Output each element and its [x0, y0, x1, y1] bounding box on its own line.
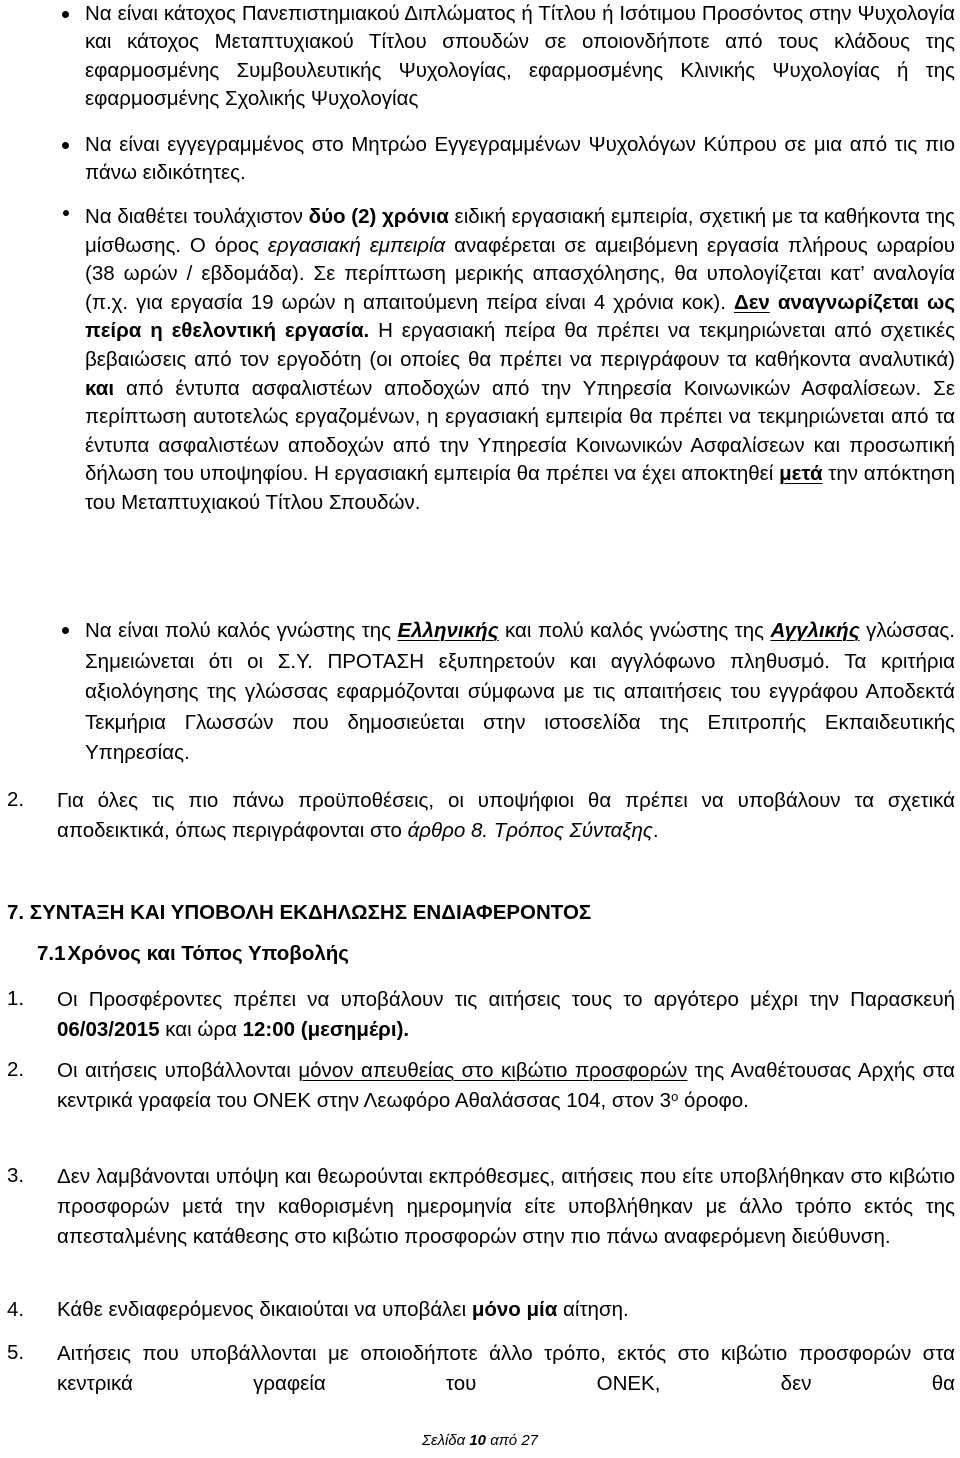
bullet-dot — [63, 210, 69, 216]
text-run: Αιτήσεις που υποβάλλονται με οποιοδήποτε άλλο τρόπο, εκτός στο κιβώτιο προσφορών στα κεντρικά γραφεία του ΟΝΕΚ, δεν θα — [57, 1342, 955, 1395]
bold-run: δύο (2) χρόνια — [308, 205, 449, 228]
text-run: και πολύ καλός γνώστης της — [498, 619, 771, 642]
list-number: 4. — [7, 1298, 25, 1321]
text-run: Να διαθέτει τουλάχιστον — [85, 205, 309, 228]
footer-page-number: 10 — [469, 1432, 487, 1449]
italic-run: εργασιακή εμπειρία — [267, 233, 446, 257]
bold-run: 12:00 (μεσημέρι). — [242, 1017, 410, 1041]
text-run: Να είναι πολύ καλός γνώστης της — [85, 619, 398, 642]
bullet-dot — [62, 142, 69, 149]
bold-run: μόνο μία — [471, 1298, 558, 1321]
bold-run: 06/03/2015 — [57, 1017, 160, 1041]
bullet-text: Να είναι κάτοχος Πανεπιστημιακού Διπλώματος ή Τίτλου ή Ισότιμου Προσόντος στην Ψυχολογία και κάτοχος Μεταπτυχιακού Τίτλου σπουδών σε οποιονδήποτε από τους κλάδους της εφαρμοσμένης Συμβουλευτικής Ψυχολογίας, εφαρμοσμένης Κλινικής Ψυχολογίας ή της εφαρμοσμένης Σχολικής Ψυχολογίας — [85, 2, 955, 111]
list-number: 5. — [7, 1341, 25, 1364]
list-number: 2. — [7, 1058, 25, 1081]
section-heading: 7. ΣΥΝΤΑΞΗ ΚΑΙ ΥΠΟΒΟΛΗ ΕΚΔΗΛΩΣΗΣ ΕΝΔΙΑΦΕΡΟΝΤΟΣ — [7, 901, 592, 924]
list-number: 3. — [7, 1164, 25, 1187]
list-item-late-submissions — [57, 1162, 955, 1252]
underlined-run: μόνον απευθείας στο κιβώτιο προσφορών — [298, 1059, 688, 1082]
subsection-number: 7.1 — [37, 942, 66, 965]
text-run: Η εργασιακή πείρα θα πρέπει να τεκμηριώνεται από σχετικές βεβαιώσεις από τον εργοδότη (οι οποίες θα πρέπει να περιγράφουν τα καθήκοντα αναλυτικά) — [85, 319, 956, 371]
list-item-other-methods — [57, 1339, 955, 1399]
text-run: Οι Προσφέροντες πρέπει να υποβάλουν τις αιτήσεις τους το αργότερο μέχρι την Παρασκευή — [57, 988, 955, 1011]
bullet-item-registry — [85, 131, 955, 188]
text-run: γλώσσας. Σημειώνεται ότι οι Σ.Υ. ΠΡΟΤΑΣΗ εξυπηρετούν και αγγλόφωνο πληθυσμό. Τα κριτήρια αξιολόγησης της γλώσσας εφαρμόζονται σύμφωνα με τις απαιτήσεις του εγγράφου Αποδεκτά Τεκμήρια Γλωσσών που δημοσιεύεται στην ιστοσελίδα της Επιτροπής Εκπαιδευτικής Υπηρεσίας. — [85, 619, 955, 764]
footer-prefix: Σελίδα — [421, 1432, 470, 1449]
text-run: αίτηση. — [557, 1298, 629, 1321]
footer-total-pages: 27 — [521, 1432, 538, 1449]
bullet-item-degree — [85, 0, 955, 114]
page-footer — [0, 1432, 960, 1450]
bold-italic-underlined-run: Ελληνικής — [397, 619, 499, 642]
text-run: . — [652, 819, 659, 842]
bullet-item-experience — [85, 203, 955, 518]
bullet-text: Να είναι εγγεγραμμένος στο Μητρώο Εγγεγραμμένων Ψυχολόγων Κύπρου σε μια από τις πιο πάνω ειδικότητες. — [85, 133, 955, 185]
text-run: της Αναθέτουσας Αρχής στα κεντρικά γραφεία του ΟΝΕΚ στην Λεωφόρο Αθαλάσσας 104, στον 3 — [57, 1059, 955, 1112]
subsection-title: Χρόνος και Τόπος Υποβολής — [67, 942, 349, 965]
bold-run: και — [85, 376, 115, 400]
text-run: Οι αιτήσεις υποβάλλονται — [57, 1059, 299, 1082]
footer-middle: από — [486, 1432, 522, 1449]
text-run: και ώρα — [159, 1017, 243, 1041]
text-run: ειδική εργασιακή εμπειρία, σχετική με τα καθήκοντα της μίσθωσης. Ο όρος — [85, 205, 956, 257]
bold-underlined-run: Δεν — [733, 290, 770, 314]
bold-underlined-run: μετά — [779, 462, 823, 486]
list-item-deadline — [57, 985, 955, 1044]
list-item-submission-place — [57, 1056, 955, 1116]
superscript-run: ο — [671, 1089, 679, 1104]
list-item-documents — [57, 786, 955, 846]
text-run: Κάθε ενδιαφερόμενος δικαιούται να υποβάλει — [57, 1298, 472, 1321]
bold-italic-underlined-run: Αγγλικής — [770, 619, 860, 642]
list-number: 1. — [7, 987, 25, 1010]
text-run: όροφο. — [678, 1089, 749, 1112]
text-run: από έντυπα ασφαλιστέων αποδοχών από την Υπηρεσία Κοινωνικών Ασφαλίσεων. Σε περίπτωση αυτοτελώς εργαζομένων, η εργασιακή εμπειρία θα πρέπει να τεκμηριώνεται από τα έντυπα ασφαλιστέων αποδοχών από την Υπηρεσία Κοινωνικών Ασφαλίσεων και προσωπική δήλωση του υποψηφίου. Η εργασιακή εμπειρία θα πρέπει να έχει αποκτηθεί — [85, 376, 955, 486]
text-run: Δεν λαμβάνονται υπόψη και θεωρούνται εκπρόθεσμες, αιτήσεις που είτε υποβλήθηκαν στο κιβώτιο προσφορών μετά την καθορισμένη ημερομηνία είτε υποβλήθηκαν με άλλο τρόπο εκτός της απεσταλμένης κατάθεσης στο κιβώτιο προσφορών στην πιο πάνω αναφερόμενη διεύθυνση. — [57, 1165, 955, 1248]
list-item-single-application — [57, 1296, 955, 1324]
bold-run: αναγνωρίζεται ως πείρα η εθελοντική εργασία. — [85, 290, 955, 343]
bullet-item-languages — [85, 616, 955, 769]
text-run: την απόκτηση του Μεταπτυχιακού Τίτλου Σπουδών. — [85, 462, 955, 514]
bullet-dot — [62, 11, 69, 18]
subsection-heading — [37, 940, 349, 968]
text-run: Για όλες τις πιο πάνω προϋποθέσεις, οι υποψήφιοι θα πρέπει να υποβάλουν τα σχετικά αποδεικτικά, όπως περιγράφονται στο — [57, 789, 955, 842]
italic-run: άρθρο 8. Τρόπος Σύνταξης — [407, 819, 653, 842]
bullet-dot — [62, 627, 69, 634]
text-run: αναφέρεται σε αμειβόμενη εργασία πλήρους ωραρίου (38 ωρών / εβδομάδα). Σε περίπτωση μερικής απασχόλησης, θα υπολογίζεται κατ’ αναλογία (π.χ. για εργασία 19 ωρών η απαιτούμενη πείρα είναι 4 χρόνια κοκ). — [85, 233, 955, 314]
list-number: 2. — [7, 788, 25, 811]
